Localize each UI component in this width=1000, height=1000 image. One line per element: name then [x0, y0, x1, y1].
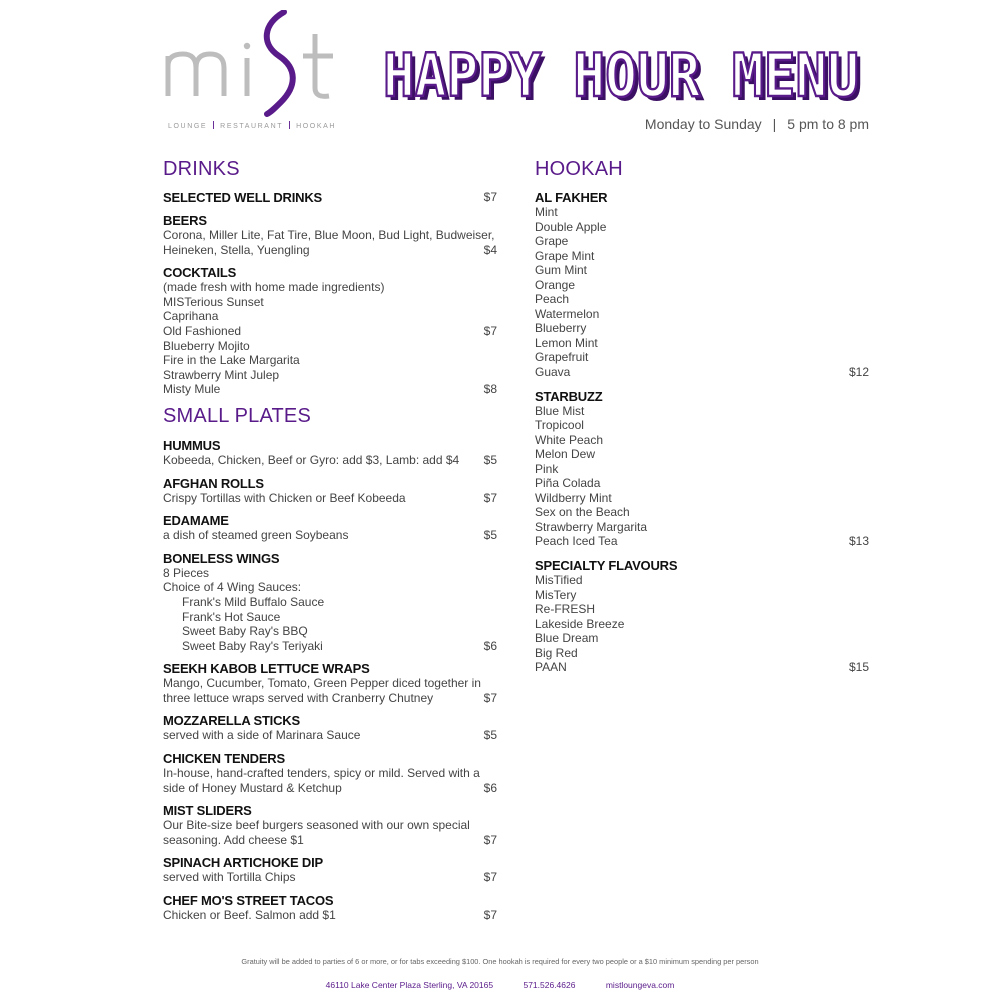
menu-item-text: Blueberry	[535, 321, 587, 336]
menu-item-line	[535, 631, 869, 646]
menu-item-line	[535, 534, 869, 549]
menu-item-line	[163, 280, 497, 295]
menu-item-line	[163, 781, 497, 796]
menu-item-name: MOZZARELLA STICKS	[163, 713, 300, 729]
menu-item-text: Misty Mule	[163, 382, 221, 397]
schedule	[645, 116, 869, 132]
menu-item-line	[535, 418, 869, 433]
menu-item-price: $7	[483, 870, 497, 885]
menu-item-line	[163, 324, 497, 339]
menu-item-line	[163, 566, 497, 581]
tagline-divider	[289, 121, 290, 129]
menu-item-line	[163, 908, 497, 923]
menu-item-text: Kobeeda, Chicken, Beef or Gyro: add $3, Lamb: add $4	[163, 452, 460, 467]
footer-website[interactable]: mistloungeva.com	[605, 980, 675, 990]
menu-item-line	[163, 691, 497, 706]
menu-item-line	[163, 870, 497, 885]
menu-item	[163, 551, 497, 654]
menu-item-price: $7	[483, 908, 497, 923]
menu-item-name: AFGHAN ROLLS	[163, 475, 264, 491]
menu-item-text: Sweet Baby Ray's Teriyaki	[182, 638, 323, 653]
menu-item-name: EDAMAME	[163, 513, 229, 529]
menu-item-text: Blue Mist	[535, 403, 585, 418]
menu-item-text: Our Bite-size beef burgers seasoned with our own special	[163, 818, 470, 833]
menu-item-price: $5	[483, 528, 497, 543]
menu-item-text: Blue Dream	[535, 631, 599, 646]
menu-item-name: MIST SLIDERS	[163, 803, 252, 819]
menu-item-text: seasoning. Add cheese $1	[163, 832, 304, 847]
hookah-list	[535, 190, 869, 675]
menu-item-text: MISTerious Sunset	[163, 294, 264, 309]
tagline-hookah: HOOKAH	[296, 123, 337, 130]
menu-item-line	[163, 833, 497, 848]
menu-item-name: AL FAKHER	[535, 190, 608, 205]
drinks-list	[163, 190, 497, 397]
menu-item-line	[535, 292, 869, 307]
menu-item-line	[163, 228, 497, 243]
menu-item-text: side of Honey Mustard & Ketchup	[163, 780, 342, 795]
menu-item-price: $5	[483, 728, 497, 743]
menu-item-line	[163, 243, 497, 258]
menu-item-line	[535, 602, 869, 617]
menu-item-line	[535, 263, 869, 278]
menu-item-line	[163, 339, 497, 354]
tagline-restaurant: RESTAURANT	[220, 123, 284, 130]
menu-item-text: Sex on the Beach	[535, 505, 630, 520]
menu-item-price: $6	[483, 780, 497, 795]
menu-item-line	[535, 505, 869, 520]
menu-item-text: Blueberry Mojito	[163, 338, 250, 353]
menu-item-line	[535, 307, 869, 322]
schedule-days: Monday to Sunday	[644, 116, 762, 132]
menu-item-line	[163, 528, 497, 543]
menu-item-line	[535, 520, 869, 535]
menu-item-price: $6	[483, 638, 497, 653]
menu-item-line	[535, 476, 869, 491]
menu-item-line	[163, 639, 497, 654]
menu-item-text: White Peach	[535, 432, 604, 447]
menu-item-line	[163, 382, 497, 397]
small-plates-title: SMALL PLATES	[163, 404, 312, 427]
menu-item-text: Strawberry Mint Julep	[163, 367, 280, 382]
menu-item-line	[535, 617, 869, 632]
menu-item-line	[535, 433, 869, 448]
menu-item-text: Gum Mint	[535, 263, 588, 278]
menu-item-line	[163, 676, 497, 691]
menu-item-line	[163, 368, 497, 383]
menu-item-line	[535, 205, 869, 220]
menu-item-name: STARBUZZ	[535, 388, 603, 404]
menu-item-price: $15	[848, 660, 869, 675]
menu-item-line	[535, 321, 869, 336]
menu-item-text: Sweet Baby Ray's BBQ	[182, 624, 308, 639]
menu-item-line	[535, 660, 869, 675]
menu-item-name: SEEKH KABOB LETTUCE WRAPS	[163, 661, 370, 677]
menu-item-text: Wildberry Mint	[535, 490, 612, 505]
menu-item-price: $13	[848, 534, 869, 549]
menu-item-text: Re-FRESH	[535, 602, 596, 617]
mist-logo-mark	[163, 10, 353, 120]
gratuity-note: Gratuity will be added to parties of 6 or more, or for tabs exceeding $100. One hookah is required for every two people or a $10 minimum spending per person	[241, 957, 759, 966]
drinks-title: DRINKS	[163, 158, 240, 180]
menu-item-text: Grape Mint	[535, 248, 595, 263]
menu-item-text: Tropicool	[535, 418, 584, 433]
menu-item-text: Corona, Miller Lite, Fat Tire, Blue Moon, Bud Light, Budweiser,	[163, 228, 495, 242]
menu-item-text: Fire in the Lake Margarita	[163, 353, 300, 368]
menu-item	[163, 190, 497, 205]
menu-item-text: Frank's Hot Sauce	[182, 609, 281, 624]
menu-item-line	[163, 491, 497, 506]
menu-item-name: CHEF MO'S STREET TACOS	[163, 893, 334, 909]
menu-item	[163, 213, 497, 257]
title-shadow: HAPPY HOUR MENU	[387, 45, 863, 106]
menu-item-line	[535, 220, 869, 235]
menu-item-price: $7	[483, 190, 497, 204]
menu-item-text: Chicken or Beef. Salmon add $1	[163, 908, 336, 923]
menu-item-line	[535, 350, 869, 365]
menu-item-text: three lettuce wraps served with Cranberry Chutney	[163, 690, 434, 705]
menu-item-text: Grape	[535, 234, 569, 249]
tagline-divider	[213, 121, 214, 129]
menu-item	[163, 893, 497, 923]
menu-item-price: $7	[483, 490, 497, 505]
menu-item-text: served with Tortilla Chips	[163, 870, 296, 885]
menu-item-line	[535, 646, 869, 661]
menu-item-line	[535, 365, 869, 380]
menu-item	[163, 751, 497, 795]
mist-logo	[163, 10, 353, 128]
menu-item-price: $7	[483, 690, 497, 705]
menu-item	[163, 855, 497, 885]
schedule-hours: 5 pm to 8 pm	[787, 116, 869, 132]
menu-item	[535, 558, 869, 675]
menu-item-text: Mango, Cucumber, Tomato, Green Pepper diced together in	[163, 676, 481, 691]
menu-item-text: Peach Iced Tea	[535, 534, 618, 549]
menu-item-line	[163, 610, 497, 625]
menu-item-text: Crispy Tortillas with Chicken or Beef Kobeeda	[163, 490, 406, 505]
menu-item-text: MisTery	[535, 587, 577, 602]
menu-item-text: Guava	[535, 365, 571, 380]
menu-item	[163, 438, 497, 468]
menu-item	[163, 803, 497, 847]
menu-item-line	[163, 580, 497, 595]
schedule-divider: |	[772, 116, 777, 132]
menu-item-name: SPINACH ARTICHOKE DIP	[163, 855, 323, 871]
tagline-lounge: LOUNGE	[168, 123, 208, 130]
hookah-title: HOOKAH	[535, 158, 623, 180]
menu-item-line	[163, 728, 497, 743]
menu-item-text: In-house, hand-crafted tenders, spicy or mild. Served with a	[163, 766, 480, 781]
menu-item-line	[535, 336, 869, 351]
menu-item	[163, 265, 497, 397]
menu-item-line	[535, 404, 869, 419]
menu-item-line	[163, 295, 497, 310]
menu-item	[163, 476, 497, 506]
menu-item-text: Watermelon	[535, 306, 600, 321]
menu-item-name: SELECTED WELL DRINKS	[163, 190, 322, 205]
logo-tagline	[168, 121, 336, 130]
footer-contacts	[0, 980, 1000, 990]
menu-item-text: Melon Dew	[535, 447, 596, 462]
menu-item-text: Orange	[535, 277, 576, 292]
menu-item-price: $7	[483, 832, 497, 847]
menu-item-text: 8 Pieces	[163, 565, 210, 580]
menu-item-line	[535, 588, 869, 603]
footer-phone[interactable]: 571.526.4626	[523, 980, 576, 990]
menu-item-line	[163, 453, 497, 468]
menu-item-name: HUMMUS	[163, 437, 221, 453]
menu-item-line	[163, 309, 497, 324]
left-column	[163, 158, 497, 931]
menu-item-line	[535, 234, 869, 249]
menu-item-name: CHICKEN TENDERS	[163, 751, 285, 767]
menu-item-text: Grapefruit	[535, 350, 589, 365]
menu-item-text: MisTified	[535, 573, 583, 588]
menu-item-text: Peach	[535, 292, 570, 307]
menu-item-line	[163, 595, 497, 610]
menu-item-text: Caprihana	[163, 309, 219, 324]
menu-item-line	[535, 447, 869, 462]
page-title	[383, 32, 873, 106]
menu-item-text: Big Red	[535, 645, 578, 660]
menu-item	[163, 661, 497, 705]
menu-item-price: $5	[483, 452, 497, 467]
menu-item-text: Lakeside Breeze	[535, 616, 625, 631]
menu-item-line	[163, 624, 497, 639]
menu-item-price: $8	[483, 382, 497, 397]
menu-item-text: Pink	[535, 461, 559, 476]
title-text: HAPPY HOUR MENU	[383, 41, 859, 106]
menu-item	[163, 713, 497, 743]
menu-item-text: Double Apple	[535, 219, 607, 234]
menu-item	[163, 513, 497, 543]
menu-item-line	[535, 278, 869, 293]
menu-item	[535, 190, 869, 380]
menu-item-line	[163, 766, 497, 781]
menu-item-text: Frank's Mild Buffalo Sauce	[182, 594, 325, 609]
menu-item-text: Piña Colada	[535, 476, 601, 491]
menu-item	[535, 389, 869, 549]
menu-item-name: SPECIALTY FLAVOURS	[535, 558, 678, 574]
menu-item-text: Strawberry Margarita	[535, 519, 648, 534]
menu-item-text: served with a side of Marinara Sauce	[163, 728, 361, 743]
menu-item-text: (made fresh with home made ingredients)	[163, 280, 385, 295]
menu-item-text: Choice of 4 Wing Sauces:	[163, 580, 302, 595]
right-column	[535, 158, 869, 684]
menu-item-name: COCKTAILS	[163, 265, 237, 281]
menu-item-line	[163, 818, 497, 833]
menu-item-text: PAAN	[535, 660, 567, 675]
menu-item-line	[535, 491, 869, 506]
menu-item-text: Heineken, Stella, Yuengling	[163, 242, 310, 257]
menu-item-text: Old Fashioned	[163, 323, 242, 338]
small-plates-list	[163, 438, 497, 923]
menu-item-text: Lemon Mint	[535, 335, 598, 350]
menu-item-line	[535, 573, 869, 588]
menu-item-line	[535, 249, 869, 264]
menu-item-price: $4	[483, 242, 497, 257]
menu-item-name: BONELESS WINGS	[163, 550, 280, 566]
menu-item-price: $12	[848, 364, 869, 379]
menu-item-text: a dish of steamed green Soybeans	[163, 528, 349, 543]
menu-item-name: BEERS	[163, 213, 207, 228]
footer-address: 46110 Lake Center Plaza Sterling, VA 20165	[325, 980, 494, 990]
menu-item-line	[163, 353, 497, 368]
menu-item-text: Mint	[535, 205, 558, 219]
menu-item-line	[535, 462, 869, 477]
menu-item-price: $7	[483, 323, 497, 338]
